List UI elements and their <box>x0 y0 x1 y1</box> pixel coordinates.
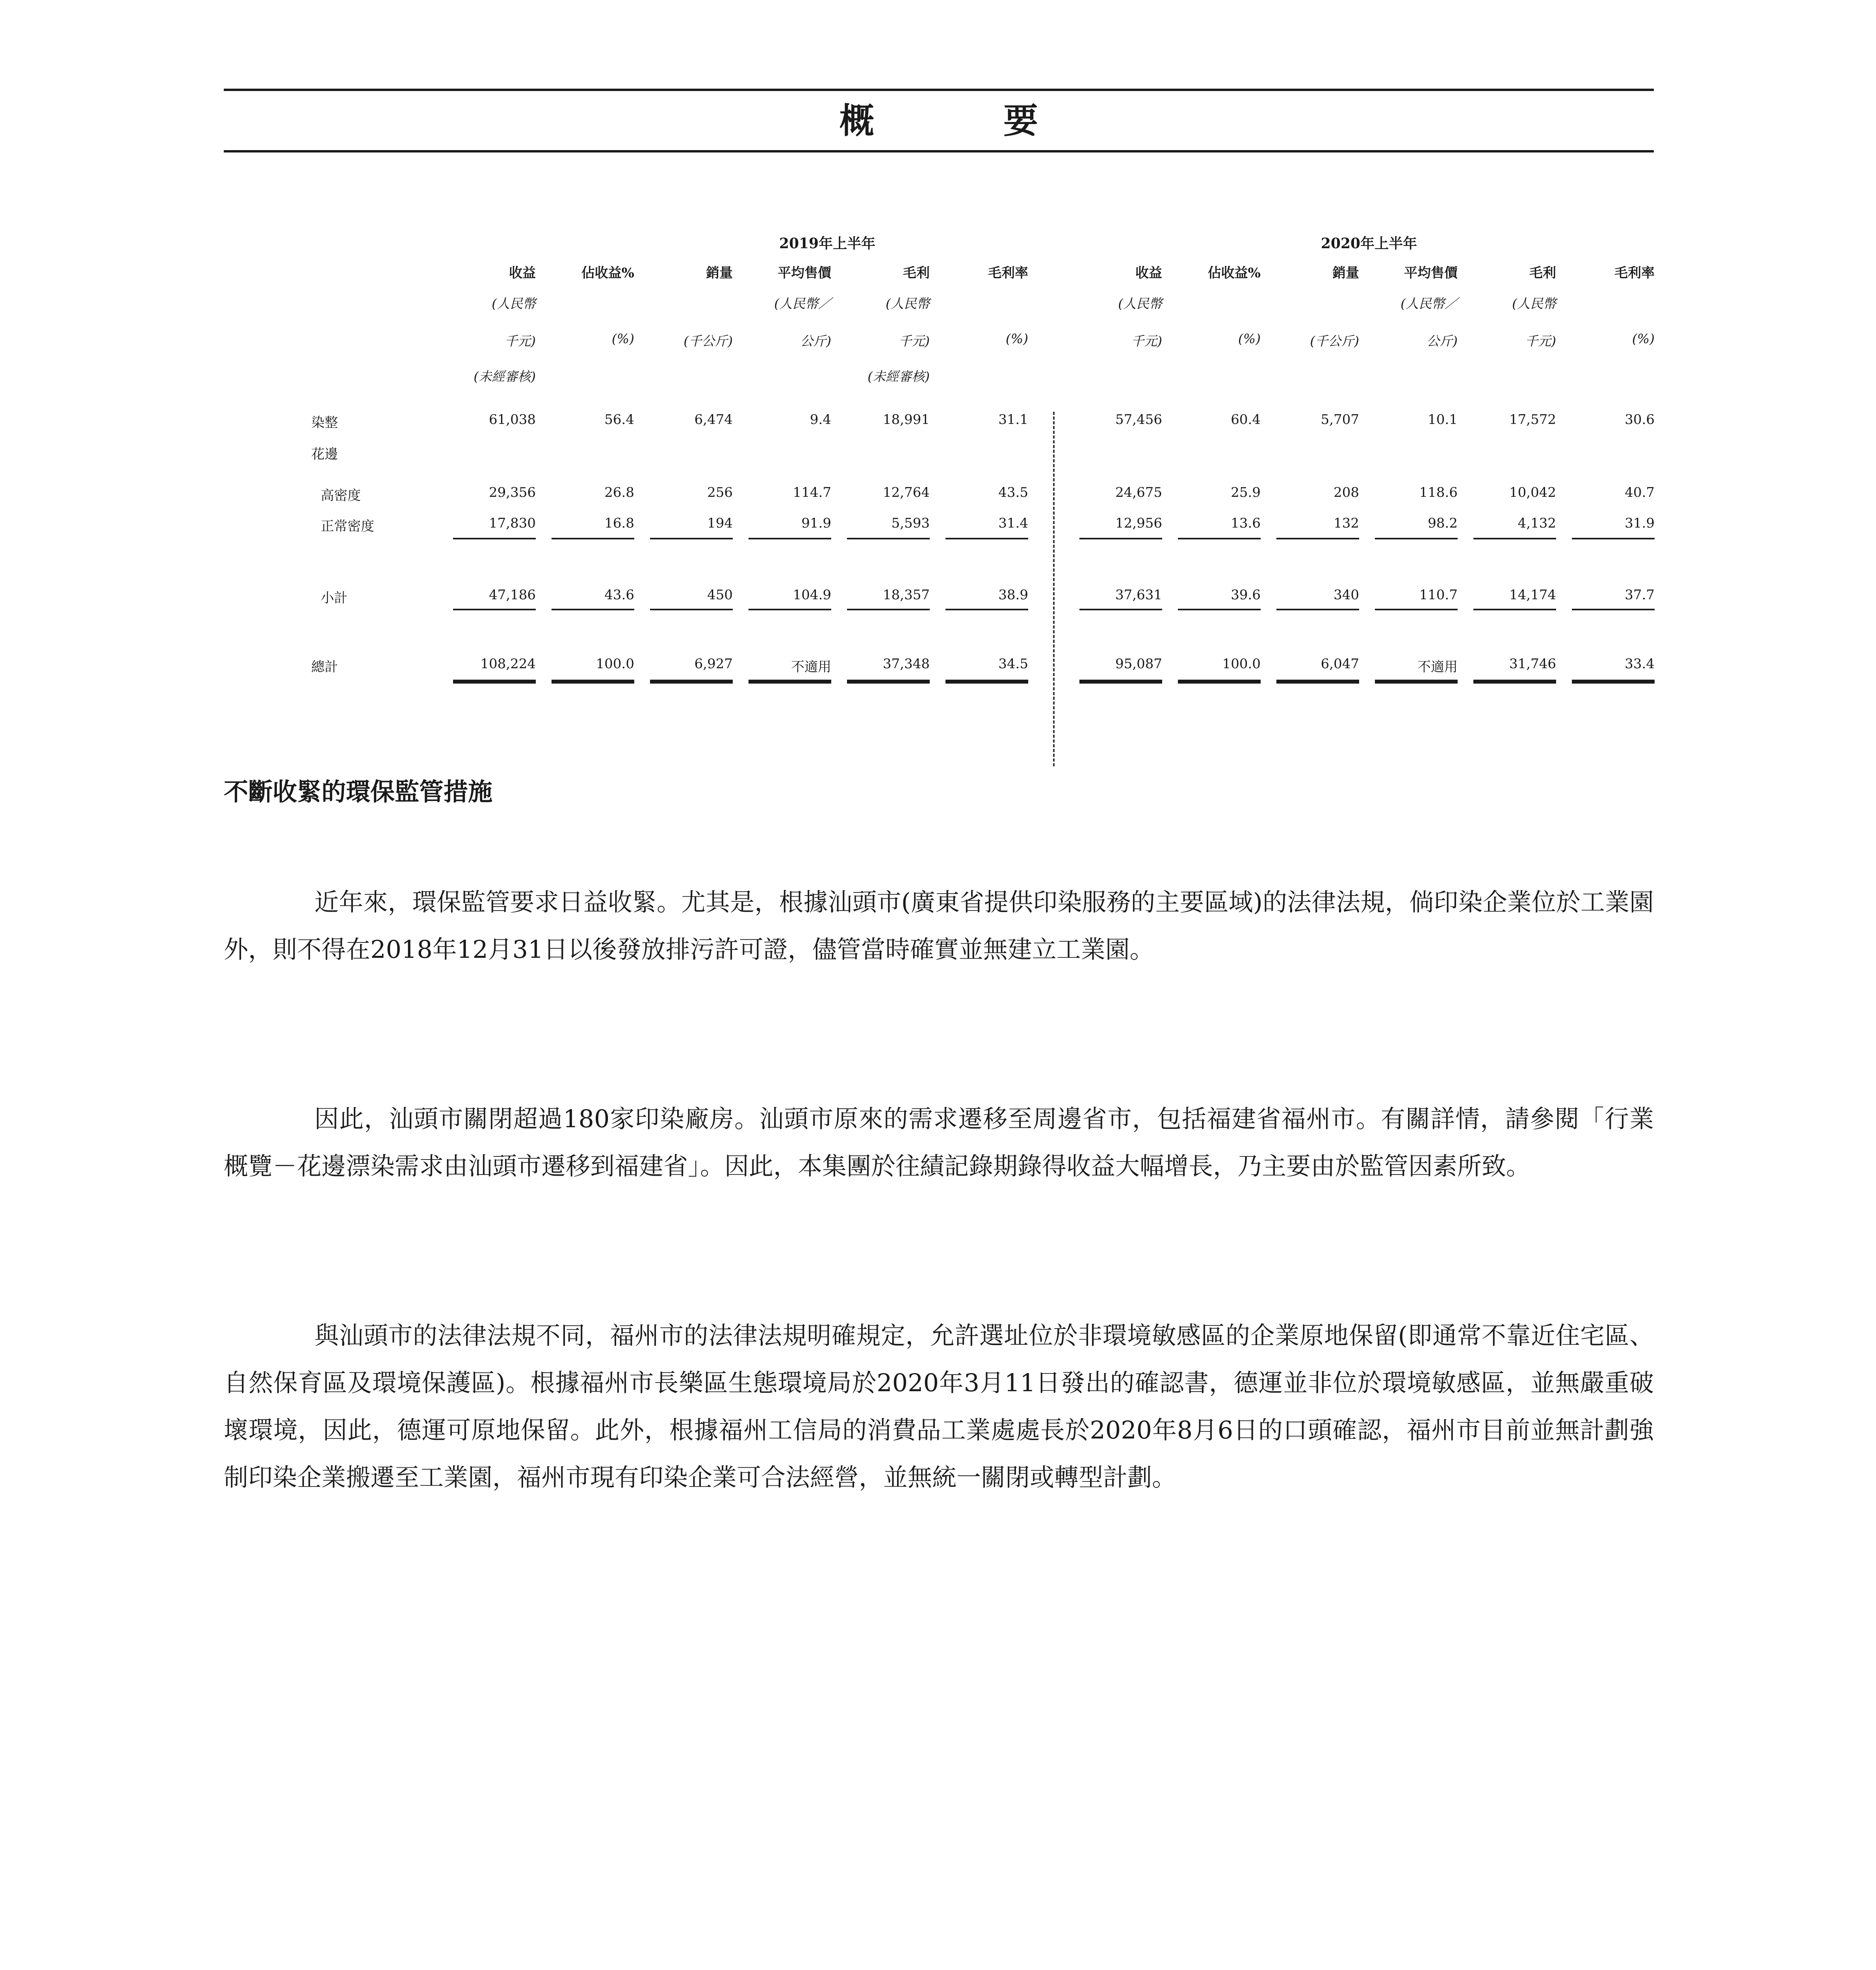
table-cell-2019: 43.6 <box>604 587 634 603</box>
unit-label-2020: (千公斤) <box>1310 333 1359 349</box>
table-cell-2019: 31.4 <box>998 515 1028 531</box>
table-cell-2019: 194 <box>707 515 733 531</box>
column-header-2019: 毛利率 <box>988 265 1028 281</box>
unit-label-2019: (人民幣 <box>886 296 930 311</box>
unit-label-2020: 公斤) <box>1427 333 1458 349</box>
subtotal-rule <box>1375 538 1458 539</box>
total-double-rule <box>650 680 733 684</box>
table-cell-2019: 47,186 <box>489 587 536 603</box>
total-double-rule <box>1276 680 1359 684</box>
subtotal-rule <box>453 538 536 539</box>
page-header <box>224 89 1654 152</box>
table-cell-2020: 33.4 <box>1625 656 1655 672</box>
table-cell-2019: 114.7 <box>793 485 831 500</box>
table-cell-2020: 13.6 <box>1231 515 1261 531</box>
table-cell-2019: 12,764 <box>883 485 930 500</box>
unit-label-2020: (%) <box>1632 331 1655 346</box>
header-bottom-rule <box>224 150 1654 152</box>
table-cell-2020: 60.4 <box>1231 412 1261 427</box>
table-cell-2019: 37,348 <box>883 656 930 672</box>
table-cell-2020: 25.9 <box>1231 485 1261 500</box>
table-cell-2020: 340 <box>1334 587 1359 603</box>
table-cell-2020: 不適用 <box>1417 659 1458 675</box>
total-double-rule <box>1178 680 1261 684</box>
table-cell-2019: 18,357 <box>883 587 930 603</box>
table-cell-2019: 61,038 <box>489 412 536 427</box>
table-cell-2020: 17,572 <box>1509 412 1556 427</box>
subtotal-underline <box>847 609 930 610</box>
column-header-2020: 佔收益% <box>1207 265 1261 281</box>
table-cell-2019: 5,593 <box>891 515 930 531</box>
table-cell-2020: 14,174 <box>1509 587 1556 603</box>
table-cell-2019: 450 <box>707 587 733 603</box>
table-cell-2019: 不適用 <box>791 659 831 675</box>
unit-label-2020: (人民幣 <box>1512 296 1556 311</box>
unit-label-2019: (人民幣 <box>492 296 536 311</box>
total-double-rule <box>749 680 831 684</box>
subtotal-rule <box>1572 538 1655 539</box>
table-cell-2020: 37,631 <box>1115 587 1162 603</box>
table-cell-2019: 9.4 <box>810 412 831 427</box>
column-header-2020: 毛利 <box>1529 265 1556 281</box>
unaudited-label: (未經審核) <box>867 369 930 384</box>
table-cell-2020: 10,042 <box>1509 485 1556 500</box>
subtotal-rule <box>945 538 1028 539</box>
unit-label-2020: 千元) <box>1131 333 1162 349</box>
table-cell-2019: 29,356 <box>489 485 536 500</box>
subtotal-underline <box>650 609 733 610</box>
total-double-rule <box>1473 680 1556 684</box>
subtotal-underline <box>1079 609 1162 610</box>
table-cell-2020: 110.7 <box>1419 587 1458 603</box>
table-cell-2020: 30.6 <box>1625 412 1655 427</box>
table-cell-2020: 31,746 <box>1509 656 1556 672</box>
subtotal-underline <box>1473 609 1556 610</box>
table-cell-2019: 100.0 <box>596 656 634 672</box>
period-2019-h1: 2019年上半年 <box>779 235 876 252</box>
column-header-2019: 收益 <box>509 265 536 281</box>
column-header-2019: 銷量 <box>706 265 733 281</box>
table-cell-2019: 6,927 <box>694 656 733 672</box>
table-cell-2020: 4,132 <box>1518 515 1556 531</box>
total-double-rule <box>453 680 536 684</box>
subtotal-rule <box>552 538 634 539</box>
paragraph-3: 與汕頭市的法律法規不同，福州市的法律法規明確規定，允許選址位於非環境敏感區的企業原地保留(即通常不靠近住宅區、自然保育區及環境保護區)。根據福州市長樂區生態環境局於2020年3月11日發出的確認書，德運並非位於環境敏感區，並無嚴重破壞環境，因此，德運可原地保留。此外，根據福州工信局的消費品工業處處長於2020年8月6日的口頭確認，福州市目前並無計劃強制印染企業搬遷至工業園，福州市現有印染企業可合法經營，並無統一關閉或轉型計劃。 <box>224 1321 1654 1492</box>
row-label: 正常密度 <box>321 519 374 534</box>
unit-label-2020: (人民幣／ <box>1400 296 1458 311</box>
unaudited-label: (未經審核) <box>474 369 536 384</box>
table-cell-2020: 98.2 <box>1428 515 1458 531</box>
paragraph-2: 因此，汕頭市關閉超過180家印染廠房。汕頭市原來的需求遷移至周邊省市，包括福建省福州市。有關詳情，請參閱「行業概覽－花邊漂染需求由汕頭市遷移到福建省」。因此，本集團於往績記錄期錄得收益大幅增長，乃主要由於監管因素所致。 <box>224 1104 1654 1180</box>
total-double-rule <box>945 680 1028 684</box>
table-cell-2020: 100.0 <box>1222 656 1261 672</box>
column-header-2019: 平均售價 <box>778 265 831 281</box>
subtotal-rule <box>1276 538 1359 539</box>
table-cell-2019: 26.8 <box>604 485 634 500</box>
row-label: 總計 <box>311 659 338 675</box>
table-cell-2019: 6,474 <box>694 412 733 427</box>
revenue-breakdown-table <box>311 232 1655 675</box>
table-cell-2020: 6,047 <box>1321 656 1359 672</box>
table-cell-2019: 104.9 <box>793 587 831 603</box>
subtotal-underline <box>749 609 831 610</box>
table-cell-2019: 108,224 <box>480 656 536 672</box>
subtotal-underline <box>1375 609 1458 610</box>
row-label: 染整 <box>311 415 338 431</box>
unit-label-2019: 公斤) <box>800 333 831 349</box>
subtotal-rule <box>749 538 831 539</box>
unit-label-2020: (人民幣 <box>1118 296 1162 311</box>
subtotal-rule <box>1079 538 1162 539</box>
table-cell-2020: 12,956 <box>1115 515 1162 531</box>
subtotal-rule <box>847 538 930 539</box>
table-cell-2019: 256 <box>707 485 733 500</box>
subtotal-underline <box>945 609 1028 610</box>
period-divider <box>1053 412 1055 766</box>
total-double-rule <box>1572 680 1655 684</box>
subtotal-rule <box>1178 538 1261 539</box>
table-cell-2020: 95,087 <box>1115 656 1162 672</box>
table-cell-2020: 31.9 <box>1625 515 1655 531</box>
subtotal-rule <box>650 538 733 539</box>
table-cell-2020: 118.6 <box>1419 485 1458 500</box>
unit-label-2019: 千元) <box>899 333 930 349</box>
table-cell-2019: 17,830 <box>489 515 536 531</box>
period-header-row <box>311 232 1655 256</box>
unit-label-2020: 千元) <box>1525 333 1556 349</box>
subtotal-underline <box>1572 609 1655 610</box>
subtotal-underline <box>552 609 634 610</box>
column-header-2020: 平均售價 <box>1404 265 1458 281</box>
table-cell-2020: 57,456 <box>1115 412 1162 427</box>
column-header-2019: 毛利 <box>903 265 930 281</box>
unit-label-2019: (千公斤) <box>684 333 733 349</box>
total-double-rule <box>847 680 930 684</box>
table-cell-2019: 16.8 <box>604 515 634 531</box>
total-double-rule <box>1375 680 1458 684</box>
paragraph-1: 近年來，環保監管要求日益收緊。尤其是，根據汕頭市(廣東省提供印染服務的主要區域)的法律法規，倘印染企業位於工業園外，則不得在2018年12月31日以後發放排污許可證，儘管當時確實並無建立工業園。 <box>224 888 1654 964</box>
table-cell-2020: 40.7 <box>1625 485 1655 500</box>
unit-label-2020: (%) <box>1238 331 1261 346</box>
table-cell-2020: 5,707 <box>1321 412 1359 427</box>
subtotal-rule <box>1473 538 1556 539</box>
total-double-rule <box>1079 680 1162 684</box>
unit-label-2019: (%) <box>1005 331 1028 346</box>
table-cell-2019: 18,991 <box>883 412 930 427</box>
column-header-2020: 毛利率 <box>1614 265 1655 281</box>
table-cell-2020: 39.6 <box>1231 587 1261 603</box>
table-cell-2020: 208 <box>1334 485 1359 500</box>
table-cell-2020: 37.7 <box>1625 587 1655 603</box>
unit-label-2019: (人民幣／ <box>774 296 831 311</box>
page-title: 概 要 <box>839 100 1085 141</box>
table-cell-2019: 38.9 <box>998 587 1028 603</box>
total-double-rule <box>552 680 634 684</box>
unit-label-2019: (%) <box>611 331 634 346</box>
column-header-2020: 銷量 <box>1332 265 1359 281</box>
table-cell-2019: 34.5 <box>998 656 1028 672</box>
unit-label-2019: 千元) <box>505 333 536 349</box>
table-cell-2020: 24,675 <box>1115 485 1162 500</box>
row-label: 小計 <box>321 590 347 606</box>
table-cell-2019: 43.5 <box>998 485 1028 500</box>
subtotal-underline <box>453 609 536 610</box>
column-header-2019: 佔收益% <box>581 265 634 281</box>
row-label: 高密度 <box>321 488 361 504</box>
table-cell-2020: 132 <box>1334 515 1359 531</box>
table-cell-2019: 31.1 <box>998 412 1028 427</box>
table-cell-2019: 91.9 <box>801 515 831 531</box>
row-label: 花邊 <box>311 446 338 462</box>
table-cell-2020: 10.1 <box>1428 412 1458 427</box>
period-2020-h1: 2020年上半年 <box>1321 235 1417 252</box>
column-header-2020: 收益 <box>1135 265 1162 281</box>
section-heading: 不斷收緊的環保監管措施 <box>224 777 493 806</box>
table-cell-2019: 56.4 <box>604 412 634 427</box>
subtotal-underline <box>1276 609 1359 610</box>
subtotal-underline <box>1178 609 1261 610</box>
